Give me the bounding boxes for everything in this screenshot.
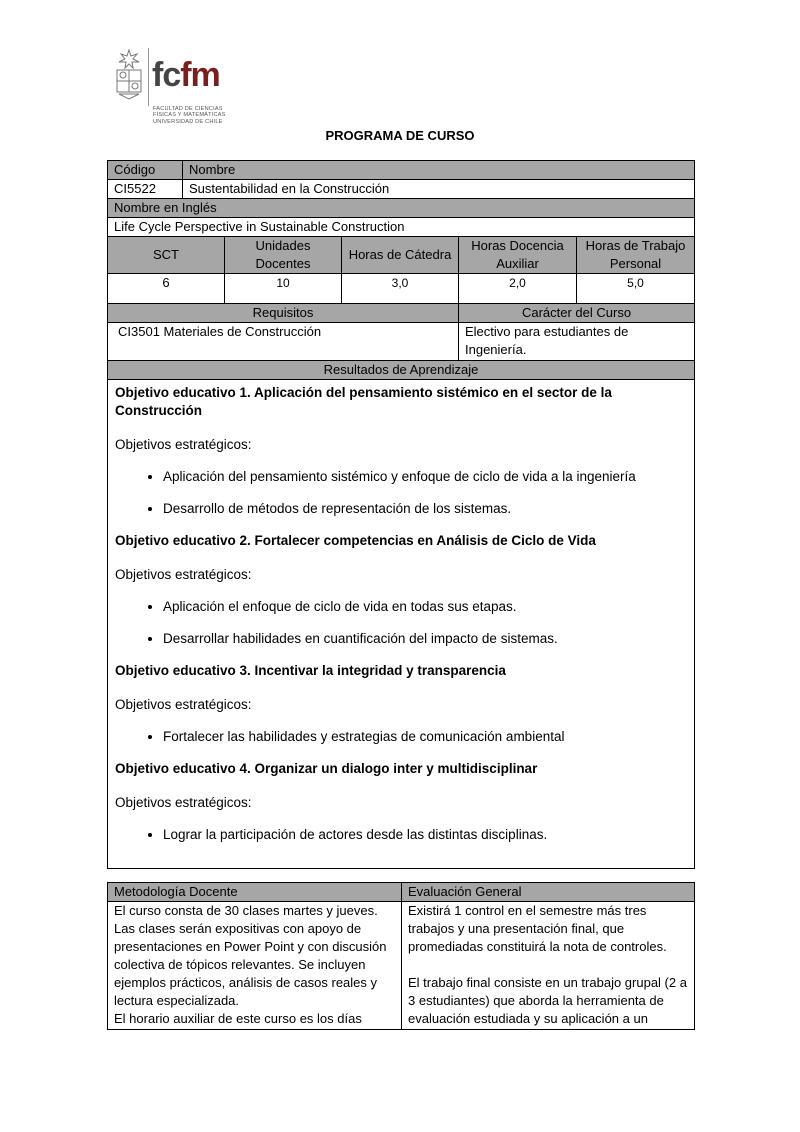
- list-item: • Fortalecer las habilidades y estrategias de comunicación ambiental: [163, 728, 687, 746]
- strategic-label: Objetivos estratégicos:: [115, 697, 252, 712]
- objective-title: Objetivo educativo 1. Aplicación del pensamiento sistémico en el sector de la Construcción: [115, 385, 612, 418]
- objective-list: [115, 826, 687, 844]
- units-header: Unidades Docentes: [225, 237, 342, 274]
- strategic-label: Objetivos estratégicos:: [115, 795, 252, 810]
- list-item: • Lograr la participación de actores desde las distintas disciplinas.: [163, 826, 687, 844]
- course-table: [107, 160, 695, 869]
- evaluation-paragraph: El trabajo final consiste en un trabajo grupal (2 a 3 estudiantes) que aborda la herramienta de evaluación estudiada y su aplicación a un: [408, 975, 687, 1026]
- methodology-text: [108, 902, 402, 1030]
- evaluation-label: Evaluación General: [402, 883, 695, 902]
- strategic-label: Objetivos estratégicos:: [115, 437, 252, 452]
- course-name: Sustentabilidad en la Construcción: [183, 180, 695, 199]
- methodology-paragraph: El curso consta de 30 clases martes y jueves. Las clases serán expositivas con apoyo de presentaciones en Power Point y con discusión colectiva de tópicos relevantes. Se incluyen ejemplos prácticos, análisis de casos reales y lectura especializada.: [114, 903, 387, 1008]
- logo-subtitle: FACULTAD DE CIENCIAS FÍSICAS Y MATEMÁTICAS UNIVERSIDAD DE CHILE: [153, 106, 226, 125]
- sct-header: SCT: [108, 237, 225, 274]
- methodology-paragraph: El horario auxiliar de este curso es los días: [114, 1011, 362, 1026]
- requirements-value: CI3501 Materiales de Construcción: [108, 323, 459, 361]
- logo-divider: [148, 48, 149, 106]
- list-item: • Aplicación del pensamiento sistémico y enfoque de ciclo de vida a la ingeniería: [163, 468, 687, 486]
- objective-title: Objetivo educativo 2. Fortalecer competencias en Análisis de Ciclo de Vida: [115, 533, 596, 548]
- character-label: Carácter del Curso: [459, 304, 695, 323]
- lecture-hours-header: Horas de Cátedra: [342, 237, 459, 274]
- learning-outcomes: [108, 380, 695, 869]
- course-code: CI5522: [108, 180, 183, 199]
- aux-hours-header: Horas Docencia Auxiliar: [459, 237, 577, 274]
- objective-list: [115, 598, 687, 648]
- character-value: Electivo para estudiantes de Ingeniería.: [459, 323, 695, 361]
- logo-wordmark: fcfm: [152, 56, 220, 94]
- university-seal-icon: [112, 48, 146, 100]
- objective-title: Objetivo educativo 3. Incentivar la integridad y transparencia: [115, 663, 506, 678]
- requirements-label: Requisitos: [108, 304, 459, 323]
- units-value: 10: [225, 274, 342, 304]
- strategic-label: Objetivos estratégicos:: [115, 567, 252, 582]
- objective-list: [115, 468, 687, 518]
- objective-title: Objetivo educativo 4. Organizar un dialogo inter y multidisciplinar: [115, 761, 538, 776]
- evaluation-text: [402, 902, 695, 1030]
- code-label: Código: [108, 161, 183, 180]
- objective-list: [115, 728, 687, 746]
- lecture-hours-value: 3,0: [342, 274, 459, 304]
- sct-value: 6: [108, 274, 225, 304]
- learning-outcomes-header: Resultados de Aprendizaje: [108, 361, 695, 380]
- methodology-table: [107, 882, 695, 1030]
- english-name: Life Cycle Perspective in Sustainable Construction: [108, 218, 695, 237]
- personal-hours-value: 5,0: [577, 274, 695, 304]
- name-label: Nombre: [183, 161, 695, 180]
- list-item: • Desarrollar habilidades en cuantificación del impacto de sistemas.: [163, 630, 687, 648]
- evaluation-paragraph: Existirá 1 control en el semestre más tres trabajos y una presentación final, que promediadas constituirá la nota de controles.: [408, 903, 667, 954]
- aux-hours-value: 2,0: [459, 274, 577, 304]
- fcfm-logo: [112, 48, 242, 130]
- page-title: PROGRAMA DE CURSO: [325, 128, 475, 143]
- list-item: • Desarrollo de métodos de representación de los sistemas.: [163, 500, 687, 518]
- list-item: • Aplicación el enfoque de ciclo de vida en todas sus etapas.: [163, 598, 687, 616]
- personal-hours-header: Horas de Trabajo Personal: [577, 237, 695, 274]
- methodology-label: Metodología Docente: [108, 883, 402, 902]
- english-name-label: Nombre en Inglés: [108, 199, 695, 218]
